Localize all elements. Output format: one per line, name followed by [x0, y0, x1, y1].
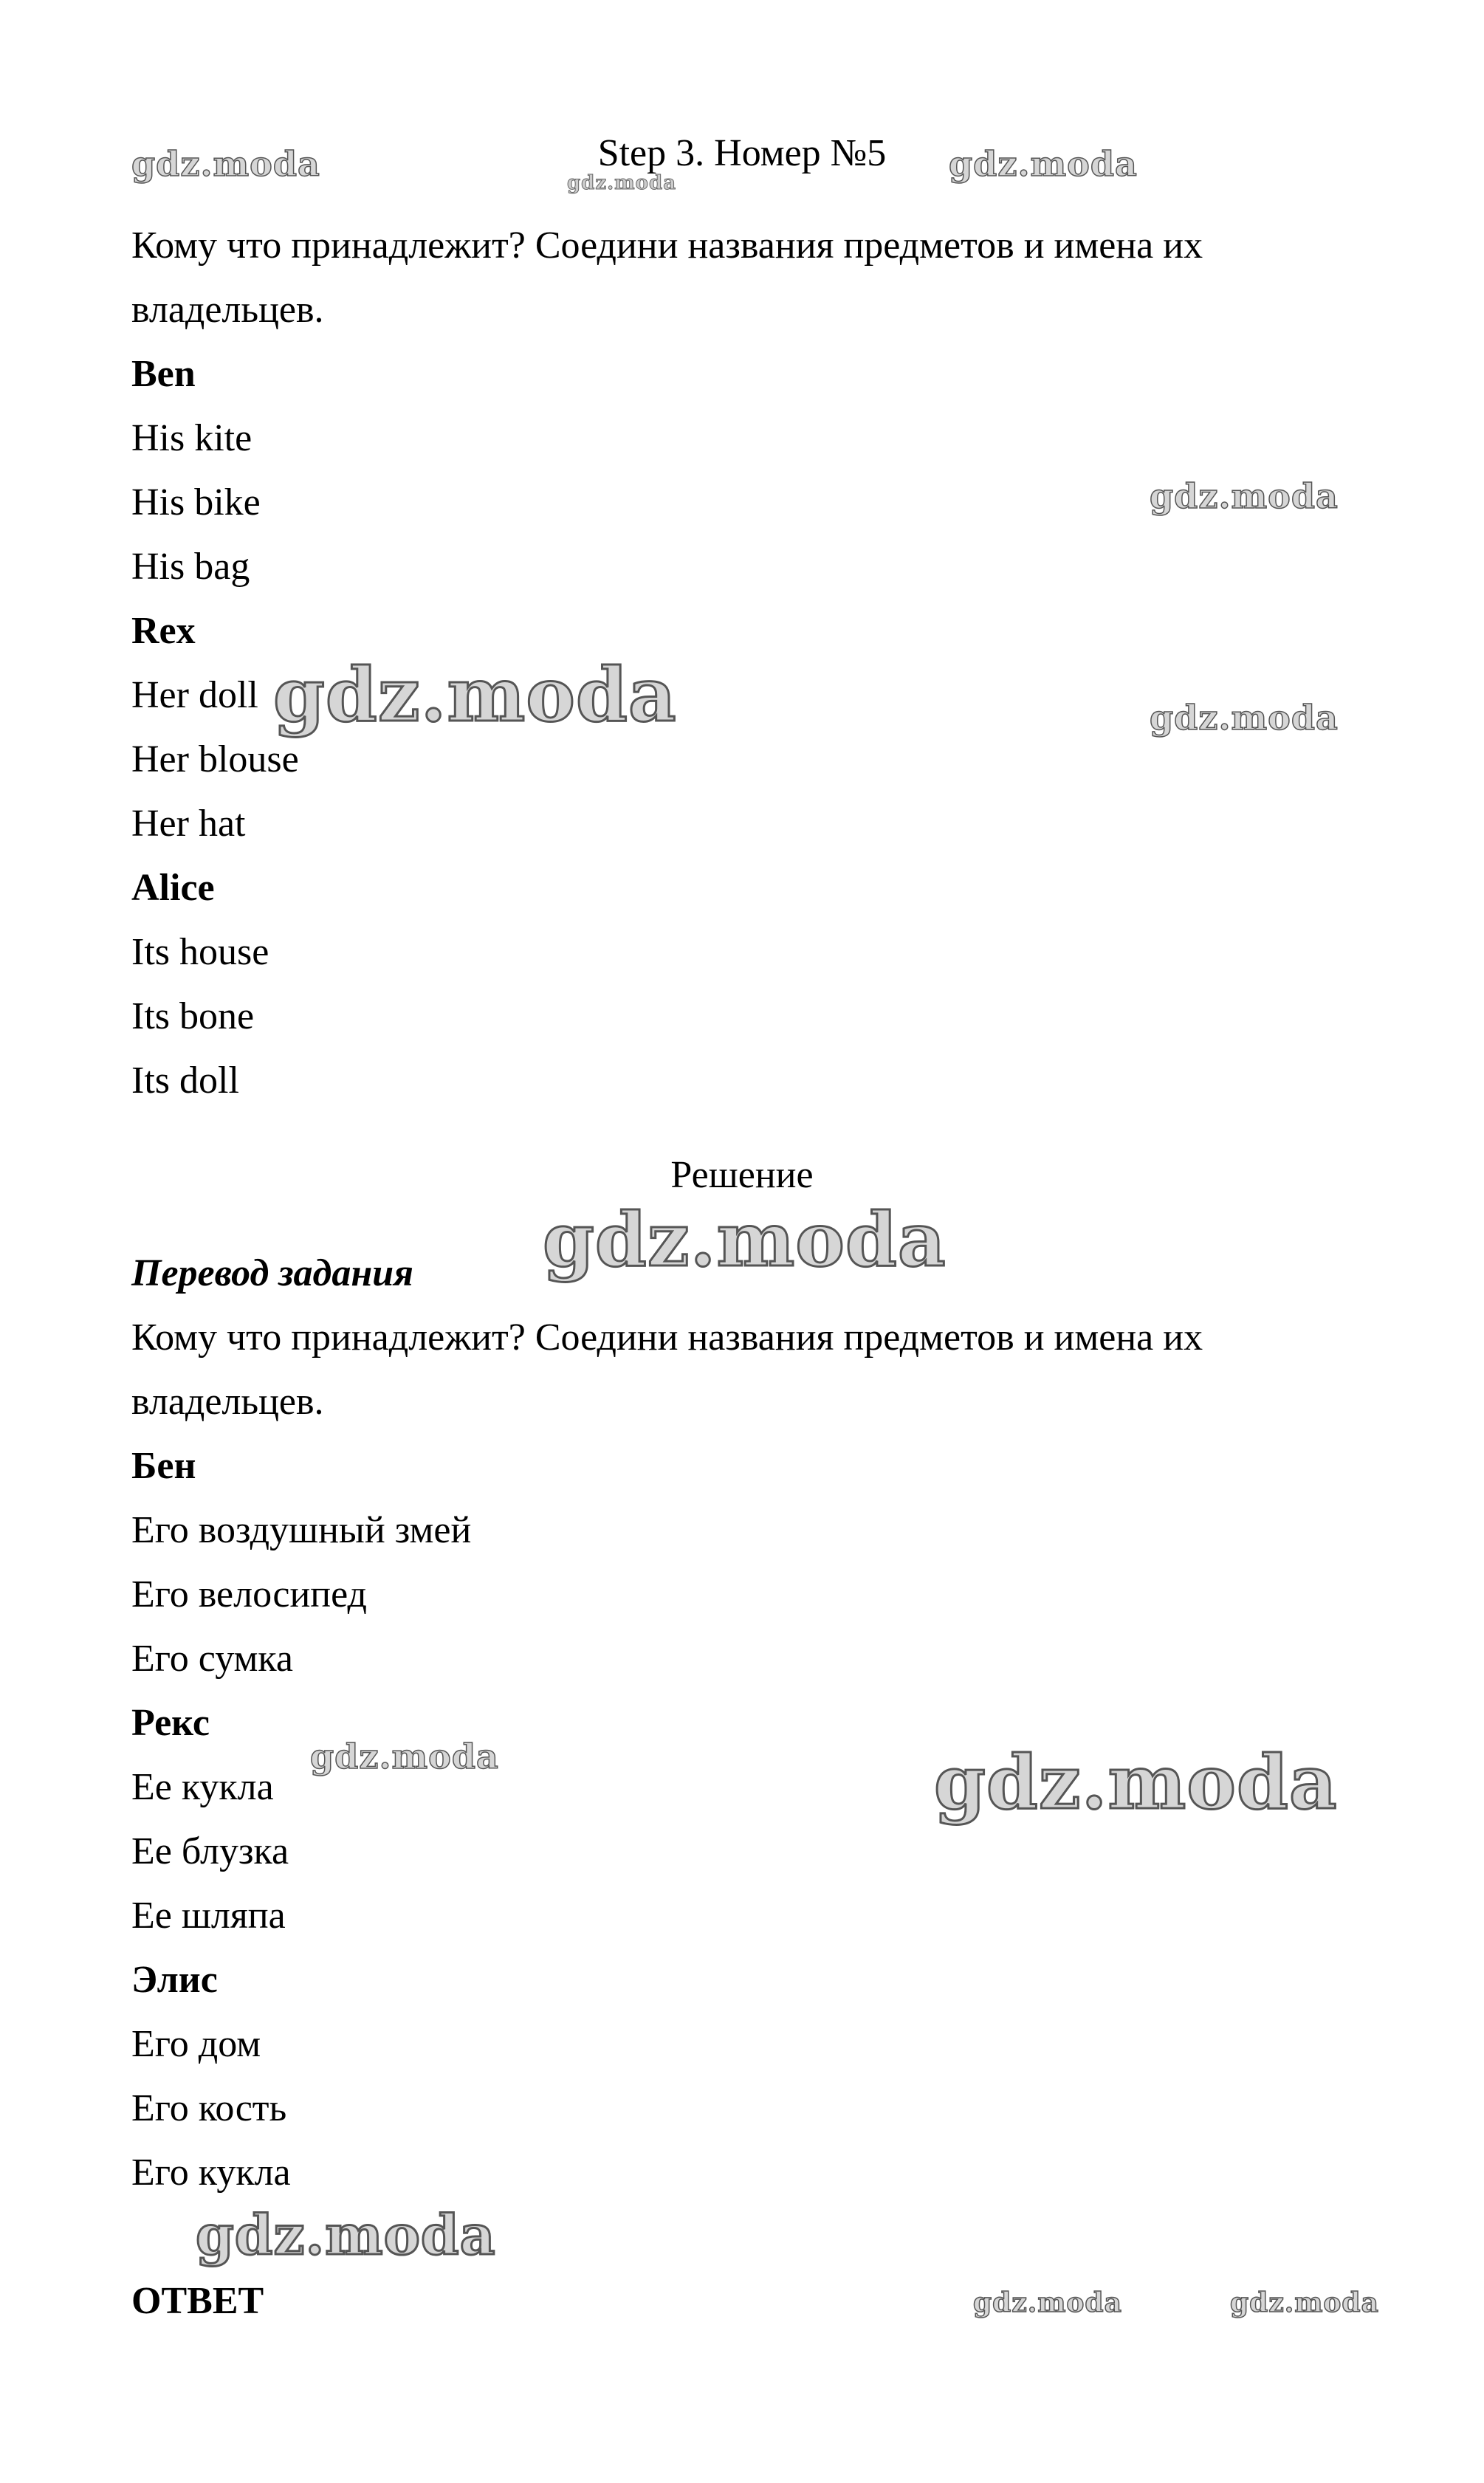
group-name-alice-ru: Элис [131, 1959, 218, 2001]
list-item: Its bone [131, 995, 255, 1037]
list-item: Его кукла [131, 2151, 291, 2194]
watermark: gdz.moda [949, 144, 1138, 184]
list-item: Her doll [131, 674, 258, 716]
watermark: gdz.moda [131, 144, 320, 184]
group-name-alice: Alice [131, 867, 215, 909]
list-item: His bag [131, 546, 250, 588]
list-item: Ее кукла [131, 1766, 274, 1808]
list-item: Ее блузка [131, 1830, 289, 1872]
list-item: Its doll [131, 1060, 239, 1102]
answer-heading: ОТВЕТ [131, 2280, 264, 2322]
task-instruction-line1: Кому что принадлежит? Соедини названия предметов и имена их [131, 224, 1203, 267]
watermark: gdz.moda [273, 651, 677, 738]
page-title: Step 3. Номер №5 [597, 132, 887, 174]
translation-instruction-line2: владельцев. [131, 1381, 324, 1423]
watermark: gdz.moda [543, 1196, 947, 1283]
solution-heading: Решение [670, 1154, 814, 1196]
list-item: Ее шляпа [131, 1895, 286, 1937]
list-item: His bike [131, 481, 261, 523]
watermark: gdz.moda [1150, 698, 1339, 738]
list-item: Его воздушный змей [131, 1509, 472, 1551]
watermark: gdz.moda [1230, 2287, 1379, 2318]
list-item: His kite [131, 417, 253, 459]
list-item: Его дом [131, 2023, 261, 2065]
watermark: gdz.moda [310, 1737, 499, 1776]
group-name-rex: Rex [131, 610, 196, 652]
group-name-ben: Ben [131, 353, 196, 395]
translation-heading: Перевод задания [131, 1252, 413, 1294]
list-item: Her hat [131, 803, 246, 845]
watermark: gdz.moda [934, 1739, 1338, 1826]
list-item: Her blouse [131, 738, 299, 780]
watermark: gdz.moda [973, 2287, 1122, 2318]
translation-instruction-line1: Кому что принадлежит? Соедини названия предметов и имена их [131, 1316, 1203, 1359]
list-item: Его велосипед [131, 1573, 367, 1615]
watermark: gdz.moda [1150, 476, 1339, 516]
list-item: Его кость [131, 2087, 287, 2129]
group-name-rex-ru: Рекс [131, 1702, 210, 1744]
group-name-ben-ru: Бен [131, 1445, 196, 1487]
watermark: gdz.moda [567, 172, 677, 194]
watermark: gdz.moda [196, 2204, 496, 2267]
list-item: Its house [131, 931, 269, 973]
list-item: Его сумка [131, 1638, 293, 1680]
task-instruction-line2: владельцев. [131, 289, 324, 331]
